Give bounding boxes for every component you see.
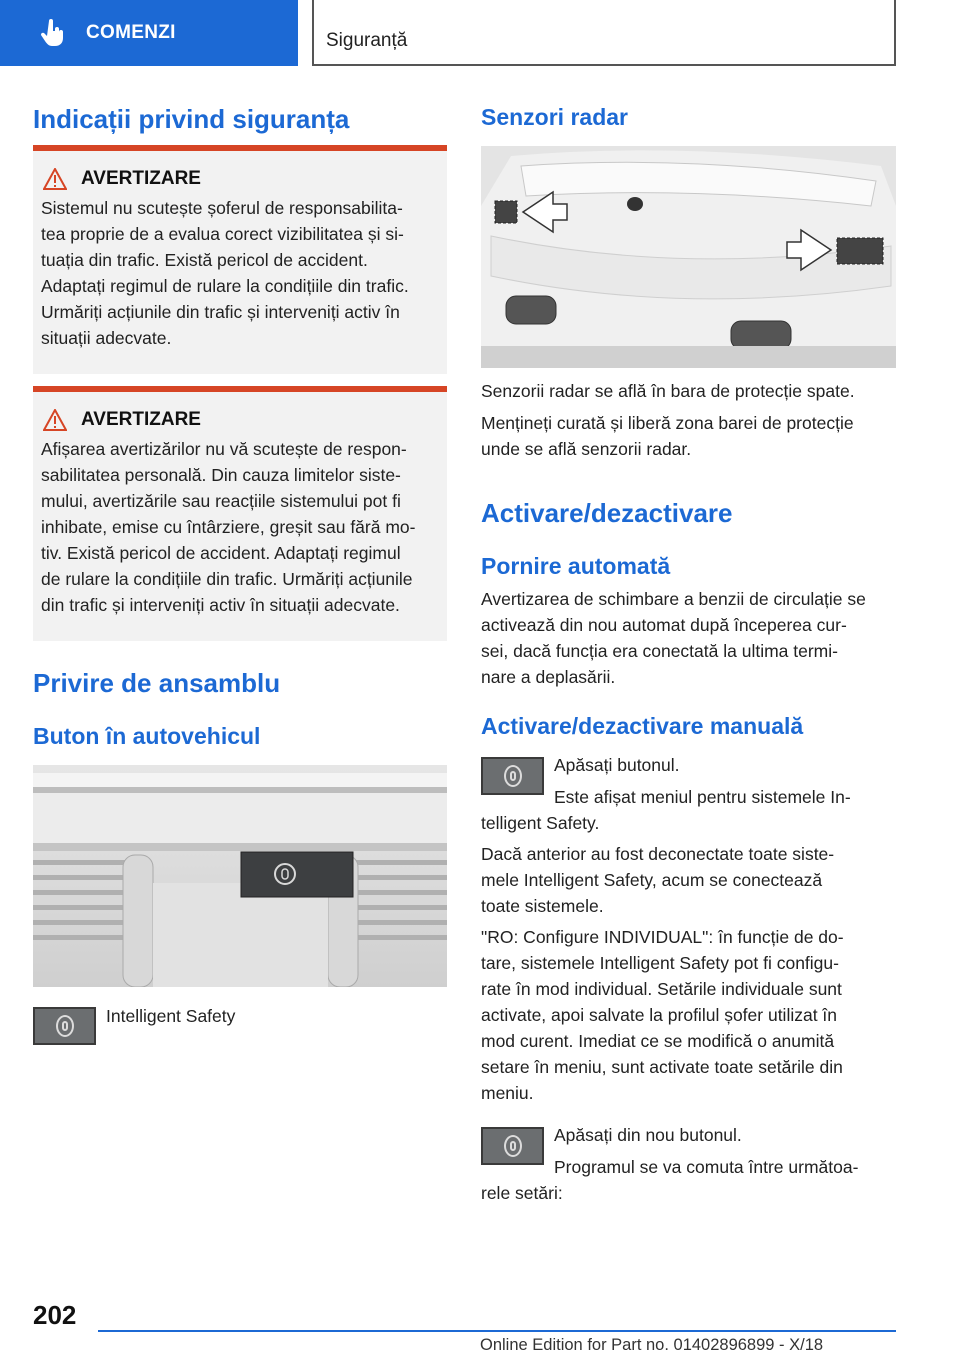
- warning-triangle-icon: [43, 168, 67, 190]
- menu-shown-text-1: Este afișat meniul pentru sistemele In-: [554, 787, 851, 807]
- warning-triangle-icon: [43, 409, 67, 431]
- disconnected-text: Dacă anterior au fost deconectate toate siste- mele Intelligent Safety, acum se conectează toate sistemele.: [481, 844, 835, 916]
- dashboard-button-figure: [33, 765, 447, 987]
- hand-pointer-icon: [40, 19, 66, 47]
- switch-settings-text-1: Programul se va comuta între următoa-: [554, 1157, 859, 1177]
- footer-edition: Online Edition for Part no. 01402896899 - X/18: [480, 1336, 824, 1354]
- menu-shown-text-2: telligent Safety.: [481, 813, 600, 833]
- page-number: 202: [33, 1300, 77, 1330]
- auto-start-text: Avertizarea de schimbare a benzii de circulație se activează din nou automat după începerea cur- sei, dacă funcția era conectată la ultima termi- nare a deplasării.: [481, 589, 866, 687]
- warning-text-1: Sistemul nu scutește șoferul de responsabilita- tea proprie de a evalua corect vizibilitatea și si- tuația din trafic. Există pericol de accident. Adaptați regimul de rulare la condițiile din trafic. Urmăriți acțiunile din trafic și interveniți activ în situații adecvate.: [41, 198, 409, 348]
- car-rear-illustration: [481, 146, 896, 368]
- header-section-label: Siguranță: [326, 30, 408, 51]
- intelligent-safety-button-icon: [481, 1127, 544, 1165]
- intelligent-safety-button-icon: [33, 1007, 96, 1045]
- header-tab-label: COMENZI: [86, 22, 176, 43]
- intelligent-safety-button-icon: [481, 757, 544, 795]
- dashboard-illustration: [33, 765, 447, 987]
- button-caption: Intelligent Safety: [106, 1006, 236, 1026]
- activation-title: Activare/dezactivare: [481, 498, 733, 528]
- header-tab[interactable]: [0, 0, 298, 66]
- manual-title: Activare/dezactivare manuală: [481, 713, 804, 739]
- warning-title-2: AVERTIZARE: [43, 406, 439, 434]
- press-button-text: Apăsați butonul.: [554, 755, 680, 775]
- warning-box-1: [33, 145, 447, 374]
- radar-title: Senzori radar: [481, 104, 628, 130]
- warning-title-1: AVERTIZARE: [43, 165, 439, 193]
- individual-config-text: "RO: Configure INDIVIDUAL": în funcție de do- tare, sistemele Intelligent Safety pot fi configu- rate în mod individual. Setările individuale sunt activate, apoi salvate la profilul șofer utilizat în mod curent. Imediat ce se modifică o anumită setare în meniu, sunt activate toate setările din meniu.: [481, 927, 844, 1103]
- switch-settings-text-2: rele setări:: [481, 1183, 563, 1203]
- auto-start-title: Pornire automată: [481, 553, 671, 579]
- radar-keep-clean-text: Mențineți curată și liberă zona barei de protecție unde se află senzorii radar.: [481, 413, 854, 459]
- warning-text-2: Afișarea avertizărilor nu vă scutește de respon- sabilitatea personală. Din cauza limitelor siste- mului, avertizările sau reacțiile sistemului pot fi inhibate, emise cu întârziere, greșit sau fără mo- tiv. Există pericol de accident. Adaptați regimul de rulare la condițiile din trafic. Urmăriți acțiunile din trafic și interveniți activ în situații adecvate.: [41, 439, 416, 615]
- button-title: Buton în autovehicul: [33, 723, 261, 749]
- overview-title: Privire de ansamblu: [33, 668, 281, 698]
- radar-sensors-figure: [481, 146, 896, 368]
- safety-title: Indicații privind siguranța: [33, 104, 350, 134]
- press-again-text: Apăsați din nou butonul.: [554, 1125, 742, 1145]
- warning-box-2: [33, 386, 447, 641]
- footer-divider: [98, 1330, 896, 1332]
- radar-location-text: Senzorii radar se află în bara de protecție spate.: [481, 381, 855, 401]
